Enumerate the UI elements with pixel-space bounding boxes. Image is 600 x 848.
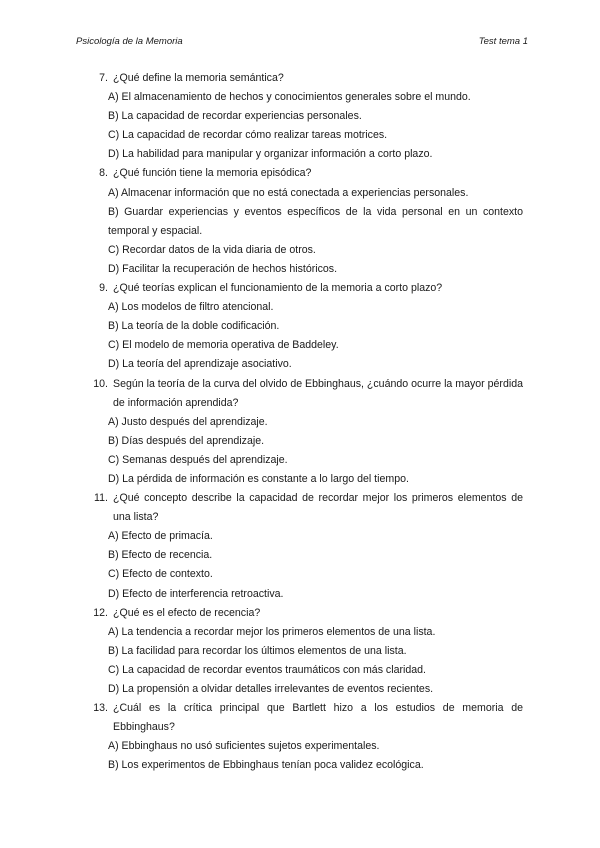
question-number: 12.: [93, 606, 108, 619]
answer-option: C) Semanas después del aprendizaje.: [108, 453, 288, 466]
question-text: ¿Cuál es la crítica principal que Bartlett hizo a los estudios de memoria de Ebbinghaus?: [113, 702, 523, 734]
question-text: ¿Qué es el efecto de recencia?: [113, 606, 261, 619]
answer-option: C) El modelo de memoria operativa de Baddeley.: [108, 339, 339, 352]
question-number: 13.: [93, 702, 108, 715]
question-text: Según la teoría de la curva del olvido de Ebbinghaus, ¿cuándo ocurre la mayor pérdida de información aprendida?: [113, 377, 523, 409]
answer-option: A) Los modelos de filtro atencional.: [108, 301, 274, 314]
question-text: ¿Qué define la memoria semántica?: [113, 72, 284, 84]
answer-option: D) La habilidad para manipular y organizar información a corto plazo.: [108, 148, 433, 161]
question-item: [90, 375, 523, 490]
answer-option: C) Recordar datos de la vida diaria de otros.: [108, 243, 316, 256]
question-number: 8.: [99, 167, 108, 180]
answer-option: B) La capacidad de recordar experiencias personales.: [108, 110, 362, 123]
answer-option: B) La facilidad para recordar los últimos elementos de una lista.: [108, 644, 407, 657]
question-item: [90, 164, 523, 279]
question-item: [90, 604, 523, 699]
question-number: 11.: [94, 492, 108, 505]
answer-option: A) El almacenamiento de hechos y conocimientos generales sobre el mundo.: [108, 91, 471, 104]
answer-option: D) Efecto de interferencia retroactiva.: [108, 587, 284, 600]
answer-option: B) Guardar experiencias y eventos específicos de la vida personal en un contexto temporal y espacial.: [108, 205, 523, 237]
answer-option: B) Días después del aprendizaje.: [108, 434, 265, 447]
answer-option: B) La teoría de la doble codificación.: [108, 320, 280, 333]
answer-option: A) La tendencia a recordar mejor los primeros elementos de una lista.: [108, 625, 436, 638]
answer-option: D) Facilitar la recuperación de hechos históricos.: [108, 262, 338, 275]
question-item: [90, 699, 523, 775]
header-title: Psicología de la Memoria: [76, 36, 183, 47]
question-row: [90, 279, 523, 298]
answer-option: A) Ebbinghaus no usó suficientes sujetos experimentales.: [108, 740, 380, 753]
question-text: ¿Qué concepto describe la capacidad de recordar mejor los primeros elementos de una lista?: [113, 492, 523, 524]
question-row: [90, 699, 523, 737]
question-item: [90, 489, 523, 604]
question-item: [90, 69, 523, 164]
header-test-label: Test tema 1: [478, 36, 528, 47]
answer-option: C) Efecto de contexto.: [108, 568, 213, 581]
question-row: [90, 604, 523, 623]
question-row: [90, 489, 523, 527]
question-row: [90, 375, 523, 413]
answer-option: D) La propensión a olvidar detalles irrelevantes de eventos recientes.: [108, 683, 434, 695]
answer-option: C) La capacidad de recordar eventos traumáticos con más claridad.: [108, 663, 426, 676]
question-text: ¿Qué teorías explican el funcionamiento de la memoria a corto plazo?: [113, 282, 443, 295]
answer-option: C) La capacidad de recordar cómo realizar tareas motrices.: [108, 129, 388, 142]
answer-option: A) Almacenar información que no está conectada a experiencias personales.: [108, 186, 469, 199]
question-number: 7.: [99, 72, 108, 84]
question-list: [90, 69, 523, 775]
page-header: [76, 36, 528, 50]
answer-option: D) La teoría del aprendizaje asociativo.: [108, 358, 292, 371]
question-row: [90, 164, 523, 183]
answer-option: B) Los experimentos de Ebbinghaus tenían poca validez ecológica.: [108, 759, 424, 772]
question-number: 9.: [99, 282, 108, 295]
answer-option: A) Efecto de primacía.: [108, 530, 213, 543]
answer-option: A) Justo después del aprendizaje.: [108, 415, 268, 428]
answer-option: D) La pérdida de información es constante a lo largo del tiempo.: [108, 472, 409, 485]
question-row: [90, 69, 523, 88]
answer-option: B) Efecto de recencia.: [108, 549, 213, 562]
question-item: [90, 279, 523, 374]
question-text: ¿Qué función tiene la memoria episódica?: [113, 167, 312, 180]
question-number: 10.: [93, 377, 108, 390]
